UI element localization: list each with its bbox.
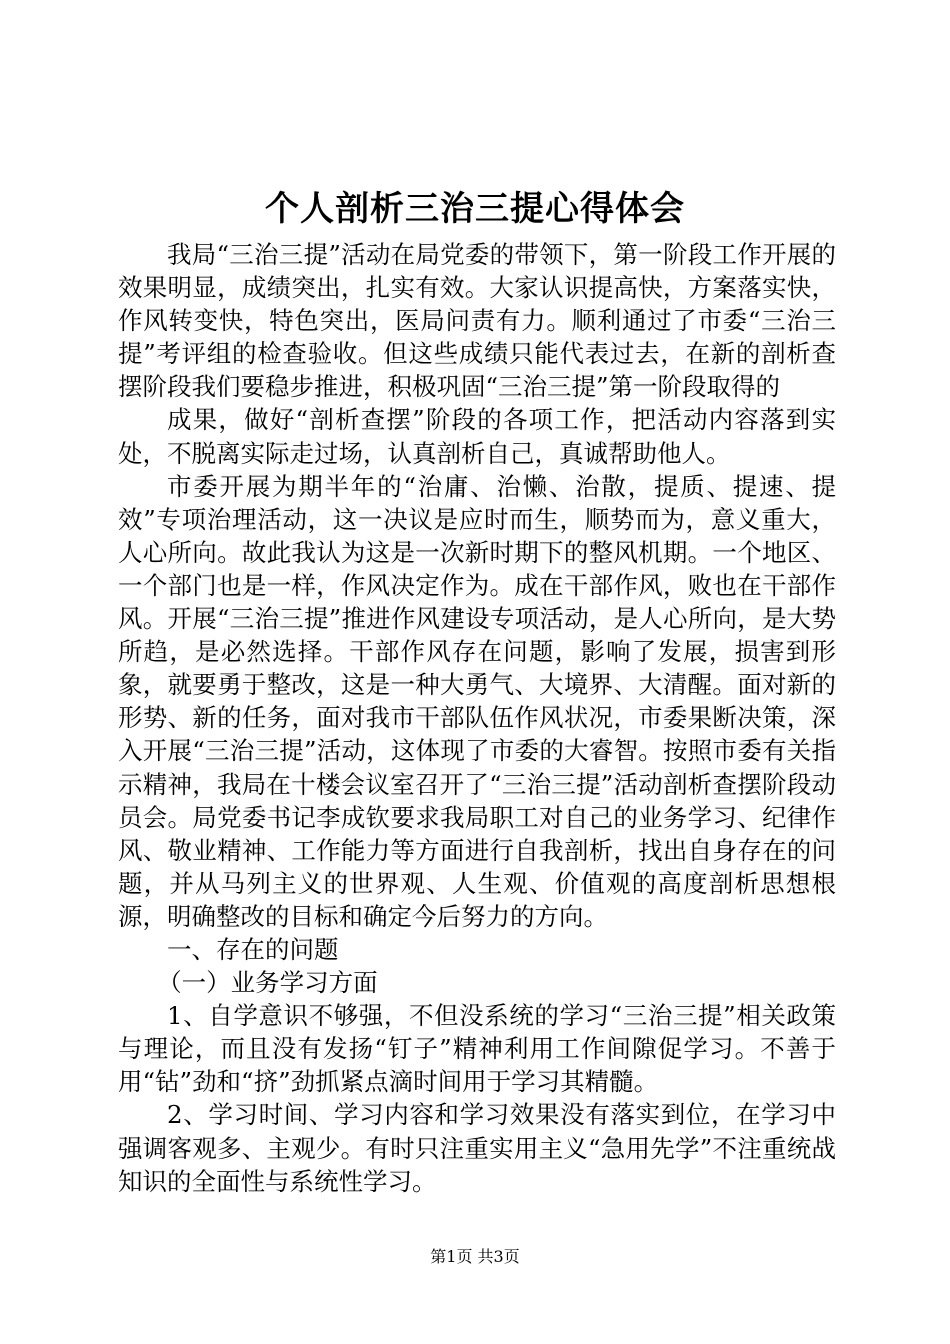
paragraph: 2、学习时间、学习内容和学习效果没有落实到位，在学习中强调客观多、主观少。有时只注重实用主义“急用先学”不注重统战知识的全面性与系统性学习。 bbox=[118, 1100, 836, 1196]
paragraph: 市委开展为期半年的“治庸、治懒、治散，提质、提速、提效”专项治理活动，这一决议是应时而生，顺势而为，意义重大，人心所向。故此我认为这是一次新时期下的整风机期。一个地区、一个部门也是一样，作风决定作为。成在干部作风，败也在干部作风。开展“三治三提”推进作风建设专项活动，是人心所向，是大势所趋，是必然选择。干部作风存在问题，影响了发展，损害到形象，就要勇于整改，这是一种大勇气、大境界、大清醒。面对新的形势、新的任务，面对我市干部队伍作风状况，市委果断决策，深入开展“三治三提”活动，这体现了市委的大睿智。按照市委有关指示精神，我局在十楼会议室召开了“三治三提”活动剖析查摆阶段动员会。局党委书记李成钦要求我局职工对自己的业务学习、纪律作风、敬业精神、工作能力等方面进行自我剖析，找出自身存在的问题，并从马列主义的世界观、人生观、价值观的高度剖析思想根源，明确整改的目标和确定今后努力的方向。 bbox=[118, 471, 836, 931]
document-body bbox=[118, 238, 836, 1198]
paragraph: 成果，做好“剖析查摆”阶段的各项工作，把活动内容落到实处，不脱离实际走过场，认真剖析自己，真诚帮助他人。 bbox=[118, 405, 836, 468]
paragraph: 1、自学意识不够强，不但没系统的学习“三治三提”相关政策与理论，而且没有发扬“钉子”精神利用工作间隙促学习。不善于用“钻”劲和“挤”劲抓紧点滴时间用于学习其精髓。 bbox=[118, 1001, 836, 1097]
document-title: 个人剖析三治三提心得体会 bbox=[265, 189, 685, 229]
section-heading: 一、存在的问题 bbox=[167, 934, 339, 964]
paragraph: 我局“三治三提”活动在局党委的带领下，第一阶段工作开展的效果明显，成绩突出，扎实有效。大家认识提高快，方案落实快，作风转变快，特色突出，医局问责有力。顺利通过了市委“三治三提”考评组的检查验收。但这些成绩只能代表过去，在新的剖析查摆阶段我们要稳步推进，积极巩固“三治三提”第一阶段取得的 bbox=[118, 240, 836, 402]
subsection-heading: （一）业务学习方面 bbox=[157, 968, 378, 998]
page-footer: 第1页 共3页 bbox=[430, 1247, 520, 1266]
